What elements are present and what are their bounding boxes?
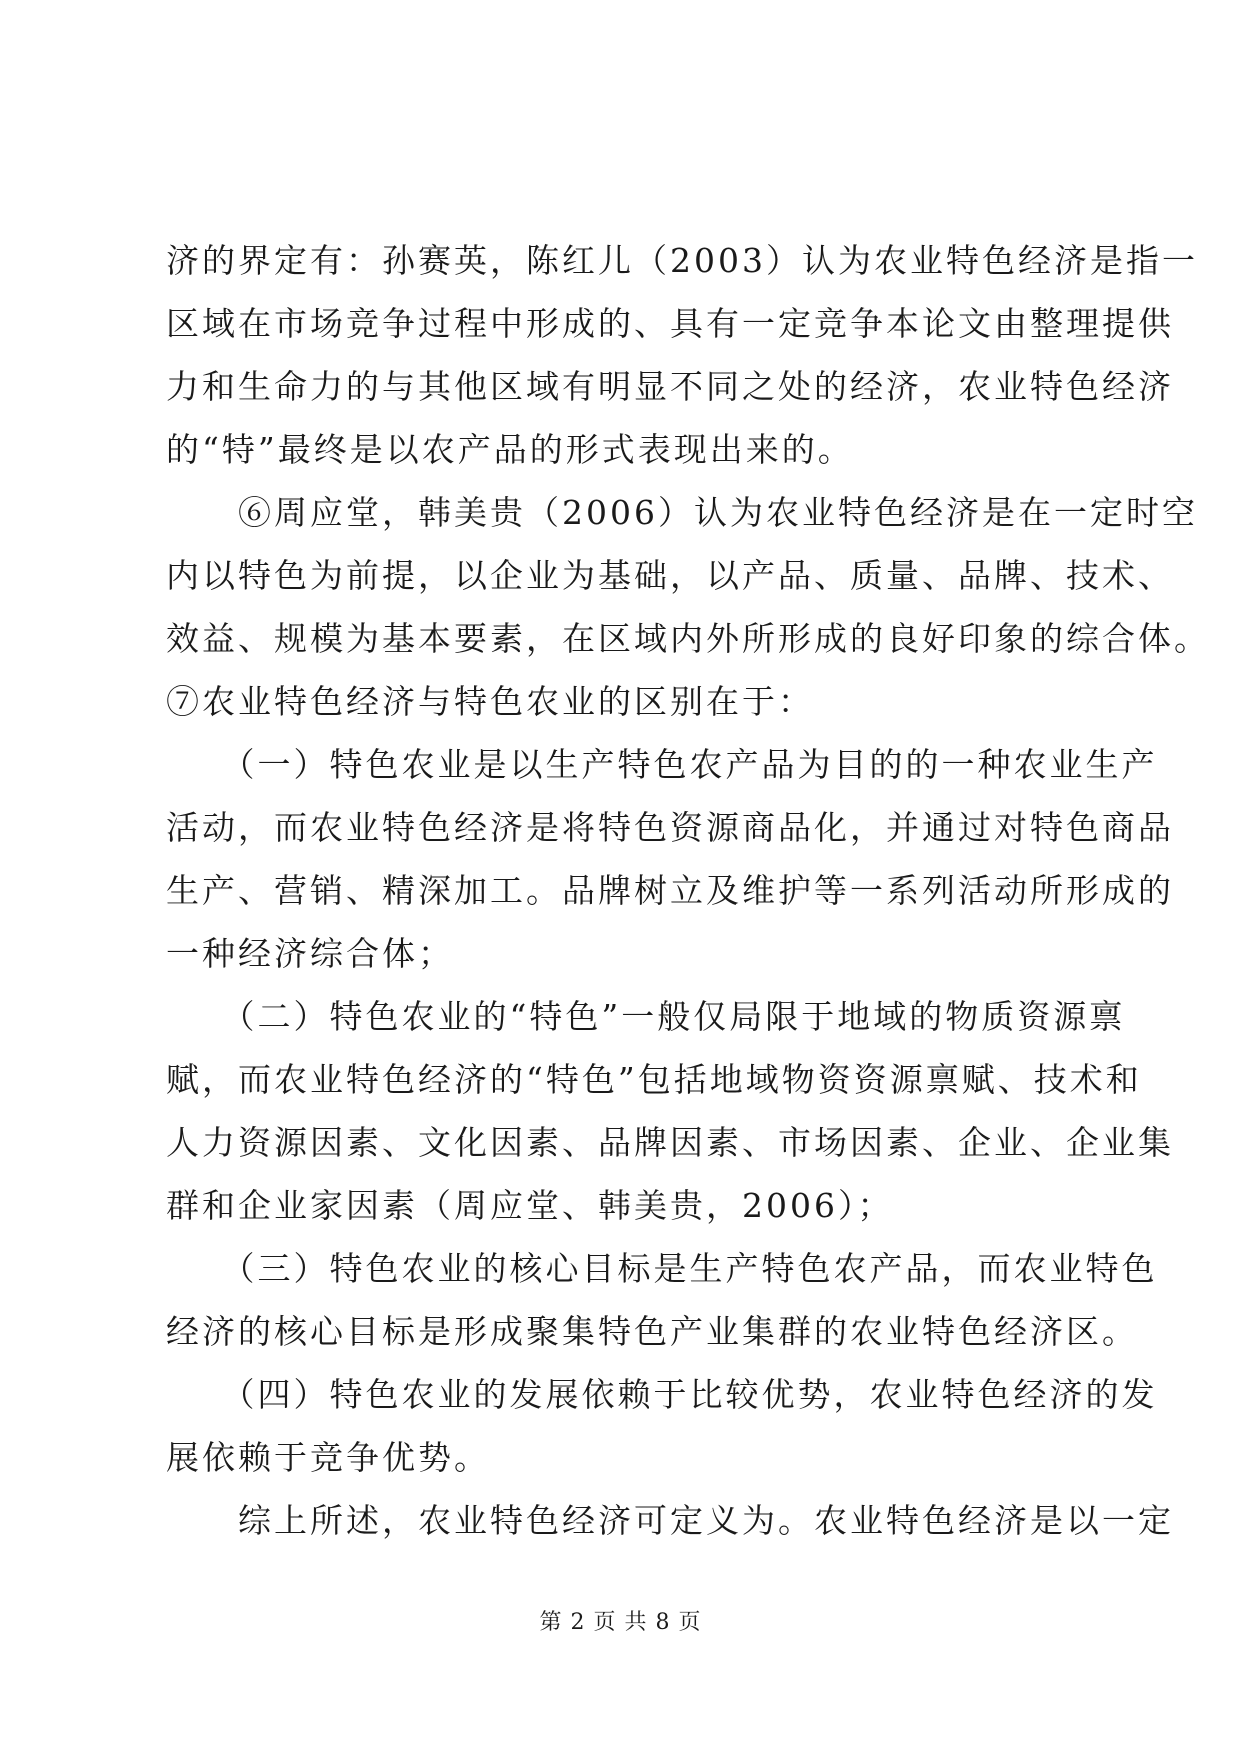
- text-line: 的“特”最终是以农产品的形式表现出来的。: [166, 430, 854, 469]
- text-line: 综上所述，农业特色经济可定义为。农业特色经济是以一定: [166, 1501, 1174, 1540]
- text-line: （二）特色农业的“特色”一般仅局限于地域的物质资源禀: [166, 997, 1126, 1036]
- text-line: （四）特色农业的发展依赖于比较优势，农业特色经济的发: [166, 1375, 1158, 1414]
- text-line: 一种经济综合体；: [166, 934, 454, 973]
- text-line: 群和企业家因素（周应堂、韩美贵，2006）；: [166, 1186, 894, 1225]
- text-line: 生产、营销、精深加工。品牌树立及维护等一系列活动所形成的: [166, 871, 1174, 910]
- text-line: （三）特色农业的核心目标是生产特色农产品，而农业特色: [166, 1249, 1158, 1288]
- body-text: [166, 229, 1210, 1552]
- text-line: ⑦农业特色经济与特色农业的区别在于：: [166, 682, 814, 721]
- text-line: 展依赖于竞争优势。: [166, 1438, 490, 1477]
- text-line: 区域在市场竞争过程中形成的、具有一定竞争本论文由整理提供: [166, 304, 1174, 343]
- text-line: 赋，而农业特色经济的“特色”包括地域物资资源禀赋、技术和: [166, 1060, 1142, 1099]
- text-line: ⑥周应堂，韩美贵（2006）认为农业特色经济是在一定时空: [166, 493, 1198, 532]
- text-line: 效益、规模为基本要素，在区域内外所形成的良好印象的综合体。: [166, 619, 1210, 658]
- text-line: 人力资源因素、文化因素、品牌因素、市场因素、企业、企业集: [166, 1123, 1174, 1162]
- text-line: 经济的核心目标是形成聚集特色产业集群的农业特色经济区。: [166, 1312, 1138, 1351]
- text-line: 内以特色为前提，以企业为基础，以产品、质量、品牌、技术、: [166, 556, 1174, 595]
- text-line: 力和生命力的与其他区域有明显不同之处的经济，农业特色经济: [166, 367, 1174, 406]
- text-line: 活动，而农业特色经济是将特色资源商品化，并通过对特色商品: [166, 808, 1174, 847]
- text-line: （一）特色农业是以生产特色农产品为目的的一种农业生产: [166, 745, 1158, 784]
- page-footer: 第 2 页 共 8 页: [539, 1610, 702, 1635]
- text-line: 济的界定有：孙赛英，陈红儿（2003）认为农业特色经济是指一: [166, 241, 1198, 280]
